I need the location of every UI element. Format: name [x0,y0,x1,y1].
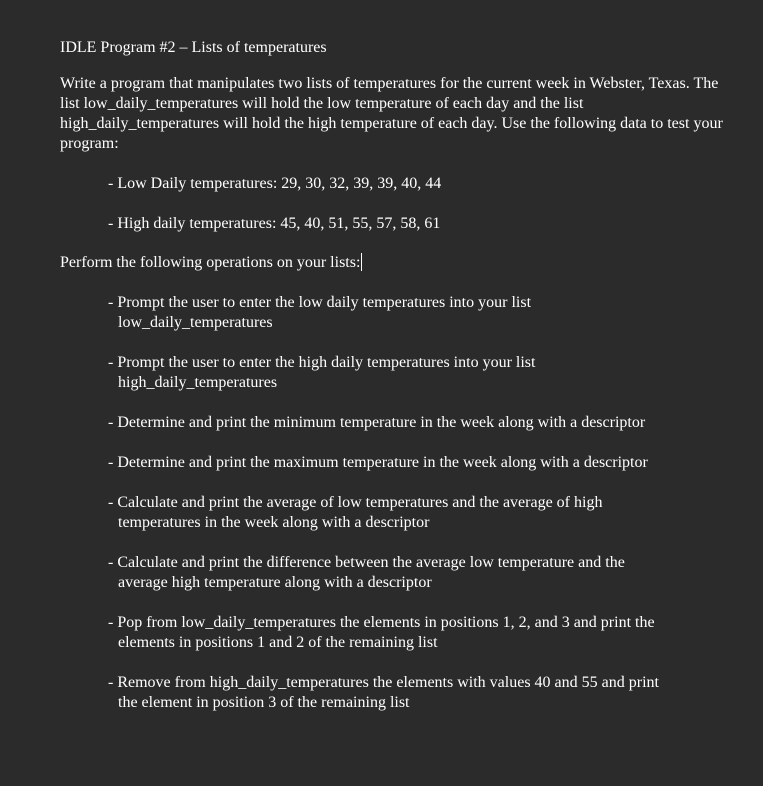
document-body [60,38,740,713]
intro-paragraph: Write a program that manipulates two lists of temperatures for the current week in Webster, Texas. The list low_daily_temperatures will hold the low temperature of each day and the list high_daily_temperatures will hold the high temperature of each day. Use the following data to test your program: [60,75,723,152]
operations-list [60,293,740,713]
list-item [60,453,740,473]
operation-text: - Determine and print the minimum temperature in the week along with a descriptor [108,414,646,431]
operation-text: - Remove from high_daily_temperatures the elements with values 40 and 55 and print the element in position 3 of the remaining list [108,674,659,711]
operation-text: - Prompt the user to enter the low daily temperatures into your list low_daily_temperatures [108,294,532,331]
list-item [60,493,740,533]
operation-text: - Determine and print the maximum temperature in the week along with a descriptor [108,454,648,471]
text-cursor [361,253,362,271]
operations-heading-text: Perform the following operations on your lists: [60,254,361,271]
list-item [60,673,740,713]
list-item [60,413,740,433]
operation-text: - Calculate and print the average of low temperatures and the average of high temperatures in the week along with a descriptor [108,494,603,531]
list-item [60,553,740,593]
test-data-list [60,174,740,234]
low-temperatures-item: - Low Daily temperatures: 29, 30, 32, 39, 39, 40, 44 [108,175,442,192]
list-item [60,613,740,653]
list-item [60,293,740,333]
high-temperatures-item: - High daily temperatures: 45, 40, 51, 55, 57, 58, 61 [108,215,441,232]
operation-text: - Pop from low_daily_temperatures the elements in positions 1, 2, and 3 and print the elements in positions 1 and 2 of the remaining list [108,614,655,651]
document-title: IDLE Program #2 – Lists of temperatures [60,39,327,56]
list-item [60,353,740,393]
operation-text: - Calculate and print the difference between the average low temperature and the average high temperature along with a descriptor [108,554,625,591]
operation-text: - Prompt the user to enter the high daily temperatures into your list high_daily_temperatures [108,354,536,391]
operations-heading[interactable] [60,253,740,273]
